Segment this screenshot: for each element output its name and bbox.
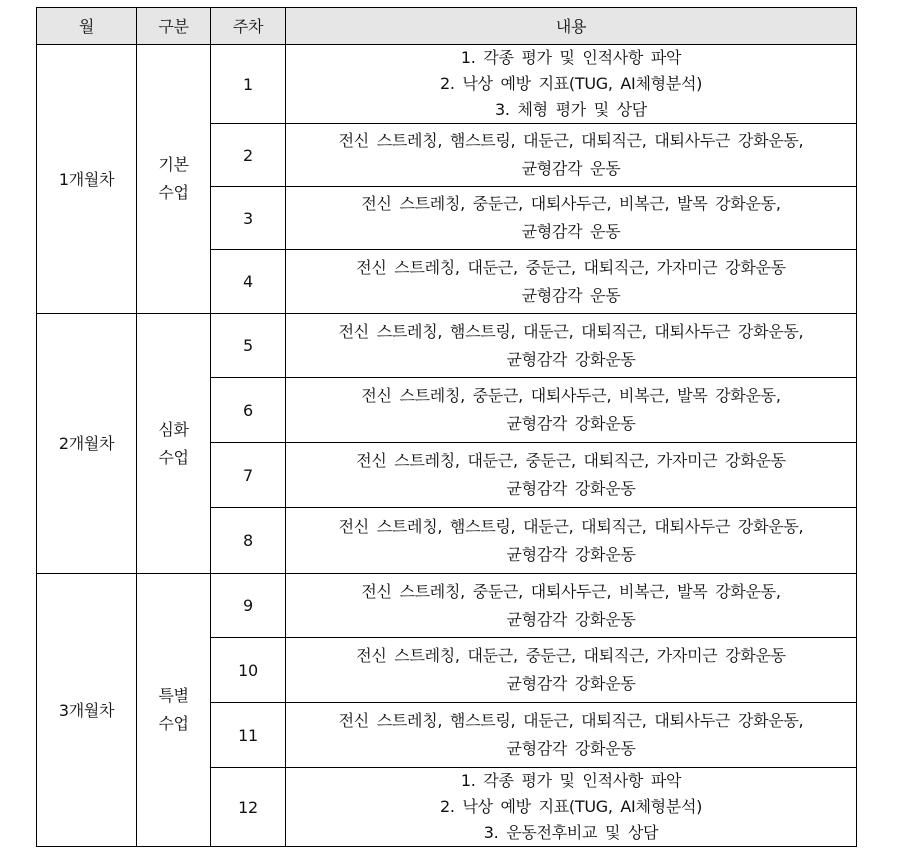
week-cell: 4 [211,250,286,314]
content-line: 균형감각 강화운동 [506,739,636,758]
content-line: 전신 스트레칭, 대둔근, 중둔근, 대퇴직근, 가자미근 강화운동 [356,646,786,665]
table-row [37,314,857,378]
content-line: 균형감각 강화운동 [506,479,636,498]
content-cell [286,768,857,847]
week-cell: 2 [211,124,286,187]
category-cell [137,45,211,314]
content-line: 2. 낙상 예방 지표(TUG, AI체형분석) [439,797,703,816]
category-line: 특별 [158,686,189,705]
week-cell: 7 [211,443,286,508]
content-line: 전신 스트레칭, 햄스트링, 대둔근, 대퇴직근, 대퇴사두근 강화운동, [338,516,804,536]
content-line: 전신 스트레칭, 햄스트링, 대둔근, 대퇴직근, 대퇴사두근 강화운동, [338,711,804,730]
content-cell [286,703,857,768]
content-line: 1. 각종 평가 및 인적사항 파악 [460,48,682,67]
category-line: 심화 [158,419,189,439]
table-row [37,574,857,638]
week-cell: 9 [211,574,286,638]
content-line: 균형감각 강화운동 [506,544,636,564]
content-line: 균형감각 운동 [521,222,621,241]
content-line: 전신 스트레칭, 중둔근, 대퇴사두근, 비복근, 발목 강화운동, [361,194,781,213]
content-line: 3. 체형 평가 및 상담 [495,100,647,119]
content-cell [286,574,857,638]
content-cell [286,443,857,508]
category-line: 수업 [158,714,189,733]
category-line: 수업 [158,183,189,202]
content-cell [286,124,857,187]
content-line: 전신 스트레칭, 햄스트링, 대둔근, 대퇴직근, 대퇴사두근 강화운동, [338,131,804,150]
month-cell: 2개월차 [37,314,137,574]
week-cell: 3 [211,187,286,250]
week-cell: 1 [211,45,286,124]
header-content: 내용 [286,8,857,45]
table-row [37,45,857,124]
week-cell: 12 [211,768,286,847]
category-cell [137,574,211,847]
content-cell [286,508,857,574]
content-line: 3. 운동전후비교 및 상담 [483,823,659,842]
header-row [37,8,857,45]
header-category: 구분 [137,8,211,45]
content-line: 균형감각 강화운동 [506,414,636,433]
program-schedule-table [36,7,857,847]
content-line: 전신 스트레칭, 대둔근, 중둔근, 대퇴직근, 가자미근 강화운동 [356,451,786,470]
content-line: 균형감각 강화운동 [506,674,636,693]
week-cell: 11 [211,703,286,768]
category-line: 기본 [158,155,189,174]
content-line: 전신 스트레칭, 대둔근, 중둔근, 대퇴직근, 가자미근 강화운동 [356,257,786,277]
header-week: 주차 [211,8,286,45]
content-cell [286,250,857,314]
content-line: 1. 각종 평가 및 인적사항 파악 [460,771,682,790]
content-cell [286,378,857,443]
week-cell: 6 [211,378,286,443]
content-cell [286,314,857,378]
content-line: 2. 낙상 예방 지표(TUG, AI체형분석) [439,74,703,93]
content-cell [286,638,857,703]
content-line: 전신 스트레칭, 햄스트링, 대둔근, 대퇴직근, 대퇴사두근 강화운동, [338,321,804,341]
header-month: 월 [37,8,137,45]
content-cell [286,45,857,124]
month-cell: 3개월차 [37,574,137,847]
content-line: 균형감각 운동 [521,285,621,305]
category-line: 수업 [158,447,189,467]
content-cell [286,187,857,250]
category-cell [137,314,211,574]
week-cell: 5 [211,314,286,378]
content-line: 전신 스트레칭, 중둔근, 대퇴사두근, 비복근, 발목 강화운동, [361,581,781,601]
content-line: 균형감각 강화운동 [506,609,636,629]
week-cell: 10 [211,638,286,703]
content-line: 전신 스트레칭, 중둔근, 대퇴사두근, 비복근, 발목 강화운동, [361,386,781,405]
week-cell: 8 [211,508,286,574]
content-line: 균형감각 강화운동 [506,349,636,369]
month-cell: 1개월차 [37,45,137,314]
content-line: 균형감각 운동 [521,159,621,178]
